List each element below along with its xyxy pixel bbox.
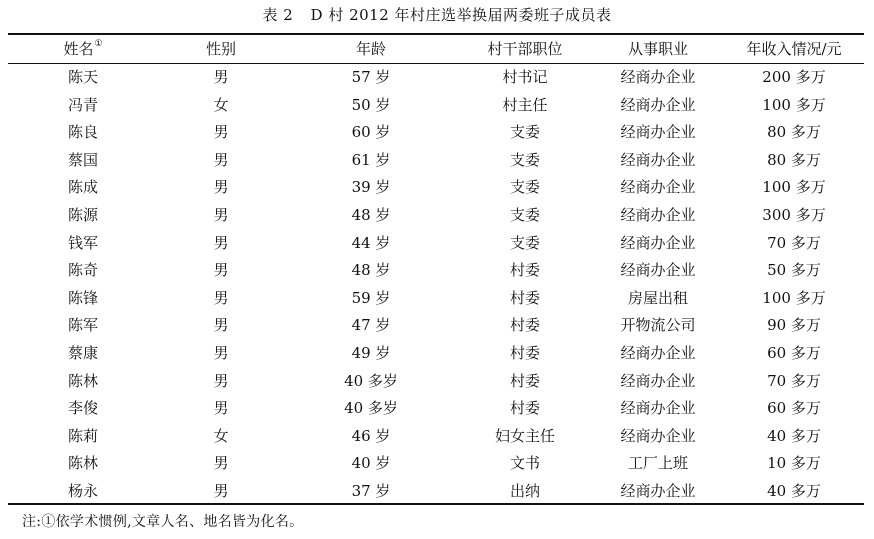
cell-occupation: 经商办企业 <box>620 123 696 142</box>
table-row <box>8 368 864 396</box>
cell-position: 妇女主任 <box>494 426 555 445</box>
table-row <box>8 340 864 368</box>
table-body <box>8 64 864 506</box>
cell-age: 60 岁 <box>351 123 391 142</box>
table-row <box>8 423 864 451</box>
cell-annual-income: 100 多万 <box>762 288 826 307</box>
cell-annual-income: 60 多万 <box>767 399 821 418</box>
cell-occupation: 经商办企业 <box>620 426 696 445</box>
cell-gender: 男 <box>213 481 229 500</box>
cell-position: 村委 <box>509 316 540 335</box>
cell-gender: 男 <box>213 261 229 280</box>
cell-position: 支委 <box>509 150 540 169</box>
table-title: D 村 2012 年村庄选举换届两委班子成员表 <box>310 6 612 24</box>
cell-name: 陈莉 <box>67 426 98 445</box>
cell-occupation: 工厂上班 <box>627 454 688 473</box>
header-name-label: 姓名 <box>63 40 94 58</box>
cell-name: 陈林 <box>67 454 98 473</box>
cell-occupation: 经商办企业 <box>620 371 696 390</box>
cell-occupation: 开物流公司 <box>620 316 696 335</box>
cell-annual-income: 70 多万 <box>767 233 821 252</box>
cell-annual-income: 60 多万 <box>767 343 821 362</box>
footnote: 注:①依学术惯例,文章人名、地名皆为化名。 <box>22 514 304 530</box>
cell-gender: 男 <box>213 123 229 142</box>
cell-annual-income: 70 多万 <box>767 371 821 390</box>
cell-position: 村委 <box>509 343 540 362</box>
cell-name: 陈林 <box>67 371 98 390</box>
cell-occupation: 经商办企业 <box>620 481 696 500</box>
cell-position: 文书 <box>509 454 540 473</box>
cell-position: 村委 <box>509 399 540 418</box>
cell-position: 村书记 <box>502 68 548 86</box>
cell-name: 陈源 <box>67 205 98 224</box>
header-age: 年龄 <box>355 40 386 58</box>
cell-name: 陈奇 <box>67 261 98 280</box>
cell-occupation: 经商办企业 <box>620 399 696 418</box>
cell-gender: 男 <box>213 371 229 390</box>
cell-position: 村委 <box>509 288 540 307</box>
cell-position: 支委 <box>509 233 540 252</box>
cell-age: 46 岁 <box>351 426 391 445</box>
cell-annual-income: 300 多万 <box>762 205 826 224</box>
cell-occupation: 经商办企业 <box>620 178 696 197</box>
cell-name: 蔡康 <box>67 343 98 362</box>
cell-position: 村委 <box>509 261 540 280</box>
cell-age: 48 岁 <box>351 261 391 280</box>
cell-gender: 男 <box>213 233 229 252</box>
cell-gender: 男 <box>213 68 229 86</box>
cell-age: 40 岁 <box>351 454 391 473</box>
cell-name: 冯青 <box>67 95 98 114</box>
cell-name: 陈良 <box>67 123 98 142</box>
cell-age: 44 岁 <box>351 233 391 252</box>
cell-gender: 男 <box>213 288 229 307</box>
header-name <box>8 35 158 64</box>
cell-gender: 男 <box>213 454 229 473</box>
table-row <box>8 119 864 147</box>
cell-age: 61 岁 <box>351 150 391 169</box>
header-row <box>8 35 864 64</box>
cell-gender: 男 <box>213 178 229 197</box>
table-caption <box>0 4 874 26</box>
table-number: 表 2 <box>262 6 294 24</box>
cell-annual-income: 90 多万 <box>767 316 821 335</box>
table-row <box>8 92 864 120</box>
cell-annual-income: 80 多万 <box>767 150 821 169</box>
cell-occupation: 房屋出租 <box>627 288 688 307</box>
cell-occupation: 经商办企业 <box>620 205 696 224</box>
cell-gender: 男 <box>213 343 229 362</box>
cell-age: 37 岁 <box>351 481 391 500</box>
header-annual-income: 年收入情况/元 <box>746 40 842 58</box>
cell-position: 出纳 <box>509 481 540 500</box>
cell-gender: 男 <box>213 399 229 418</box>
table-row <box>8 202 864 230</box>
table-row <box>8 230 864 258</box>
table-row <box>8 285 864 313</box>
cell-annual-income: 100 多万 <box>762 95 826 114</box>
cell-gender: 男 <box>213 150 229 169</box>
cell-age: 59 岁 <box>351 288 391 307</box>
cell-age: 50 岁 <box>351 95 391 114</box>
cell-position: 支委 <box>509 178 540 197</box>
cell-position: 村委 <box>509 371 540 390</box>
cell-age: 49 岁 <box>351 343 391 362</box>
cell-age: 57 岁 <box>351 68 391 86</box>
table-header <box>8 35 864 64</box>
table-row <box>8 147 864 175</box>
cell-occupation: 经商办企业 <box>620 68 696 86</box>
table-row <box>8 64 864 92</box>
cell-annual-income: 50 多万 <box>767 261 821 280</box>
cell-age: 48 岁 <box>351 205 391 224</box>
cell-annual-income: 10 多万 <box>767 454 821 473</box>
cell-gender: 男 <box>213 316 229 335</box>
header-gender: 性别 <box>205 40 236 58</box>
cell-position: 支委 <box>509 205 540 224</box>
table-row <box>8 174 864 202</box>
cell-occupation: 经商办企业 <box>620 233 696 252</box>
table-row <box>8 395 864 423</box>
cell-name: 杨永 <box>67 481 98 500</box>
cell-age: 40 多岁 <box>344 399 398 418</box>
cell-age: 47 岁 <box>351 316 391 335</box>
table-row <box>8 312 864 340</box>
cell-name: 钱军 <box>67 233 98 252</box>
cell-annual-income: 40 多万 <box>767 481 821 500</box>
cell-occupation: 经商办企业 <box>620 261 696 280</box>
cell-occupation: 经商办企业 <box>620 343 696 362</box>
cell-gender: 男 <box>213 205 229 224</box>
footnote-marker: ① <box>94 39 103 49</box>
cell-position: 村主任 <box>502 95 548 114</box>
cell-age: 39 岁 <box>351 178 391 197</box>
table-row <box>8 450 864 478</box>
table-row <box>8 478 864 506</box>
cell-name: 陈军 <box>67 316 98 335</box>
cell-age: 40 多岁 <box>344 371 398 390</box>
cell-gender: 女 <box>213 95 229 114</box>
cell-name: 蔡国 <box>67 150 98 169</box>
committee-members-table <box>8 35 864 506</box>
table-row <box>8 257 864 285</box>
cell-annual-income: 80 多万 <box>767 123 821 142</box>
cell-name: 陈锋 <box>67 288 98 307</box>
cell-occupation: 经商办企业 <box>620 150 696 169</box>
bottom-rule <box>8 503 864 505</box>
cell-gender: 女 <box>213 426 229 445</box>
cell-annual-income: 200 多万 <box>762 68 826 86</box>
cell-name: 陈成 <box>67 178 98 197</box>
header-position: 村干部职位 <box>487 40 563 58</box>
cell-occupation: 经商办企业 <box>620 95 696 114</box>
cell-annual-income: 40 多万 <box>767 426 821 445</box>
header-occupation: 从事职业 <box>627 40 688 58</box>
cell-name: 陈天 <box>67 68 98 86</box>
cell-annual-income: 100 多万 <box>762 178 826 197</box>
cell-position: 支委 <box>509 123 540 142</box>
cell-name: 李俊 <box>67 399 98 418</box>
